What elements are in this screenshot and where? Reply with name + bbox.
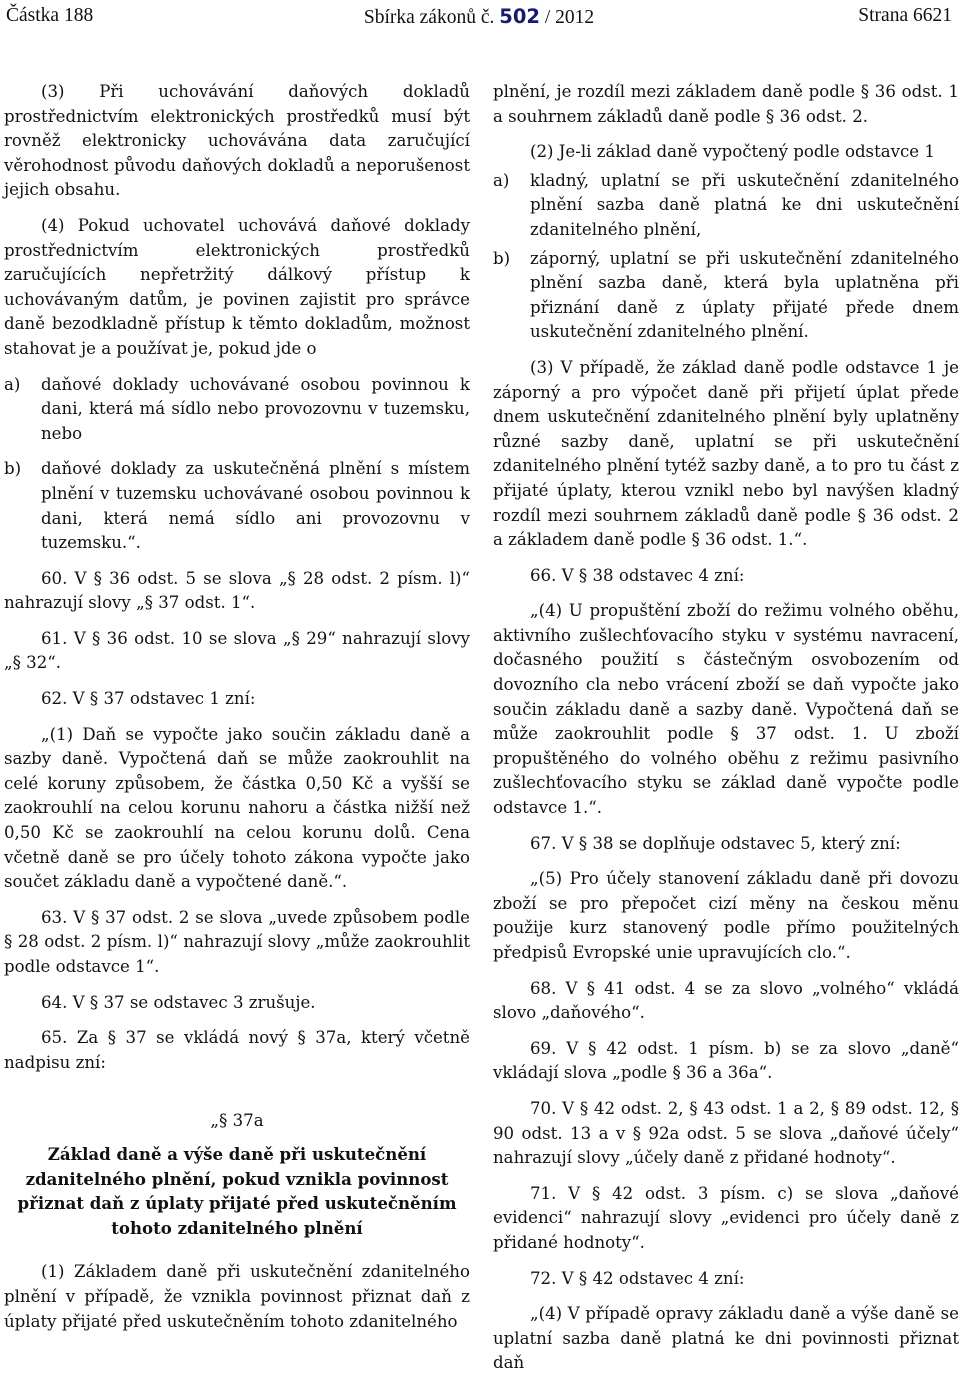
section-sign: „§ 37a	[210, 1111, 264, 1131]
amendment-point: 63. V § 37 odst. 2 se slova „uvede způsobem podle § 28 odst. 2 písm. l)“ nahrazují slovy „může zaokrouhlit podle odstavce 1“.	[4, 907, 470, 976]
list-item-label: a)	[493, 170, 510, 190]
quoted-text: „(4) V případě opravy základu daně a výše daně se uplatní sazba daně platná ke dni povinnosti přiznat daň	[493, 1304, 959, 1373]
header-issue: Částka 188	[6, 5, 94, 26]
paragraph: (3) Při uchovávání daňových dokladů prostřednictvím elektronických prostředků musí být rovněž elektronicky uchovávána data zaručující věrohodnost původu daňových dokladů a neporušenost jejich obsahu.	[4, 82, 470, 200]
list-item-label: b)	[493, 248, 511, 268]
paragraph-continuation: plnění, je rozdíl mezi základem daně podle § 36 odst. 1 a souhrnem základů daně podle § 36 odst. 2.	[493, 82, 959, 126]
amendment-point: 62. V § 37 odstavec 1 zní:	[41, 689, 256, 709]
amendment-point: 70. V § 42 odst. 2, § 43 odst. 1 a 2, § 89 odst. 12, § 90 odst. 13 a v § 92a odst. 5 se slova „daňové účely“ nahrazují slovy „účely daně z přidané hodnoty“.	[493, 1098, 959, 1168]
list-item-text: daňové doklady uchovávané osobou povinnou k dani, která má sídlo nebo provozovnu v tuzemsku, nebo	[41, 374, 470, 443]
quoted-text: „(5) Pro účely stanovení základu daně při dovozu zboží se pro přepočet cizí měny na českou měnu použije kurz stanovený podle přímo použitelných předpisů Evropské unie upravujících clo.“.	[493, 869, 959, 962]
quoted-text: „(4) U propuštění zboží do režimu volného oběhu, aktivního zušlechťovacího styku v systému navracení, dočasného použití s částečným osvobozením od dovozního cla nebo vrácení zboží se daň vypočte jako součin základu daně a sazby daně. Vypočtená daň se může zaokrouhlit podle § 37 odst. 1. U zboží propuštěného do volného oběhu z režimu pasivního zušlechťovacího styku se základ daně vypočte podle odstavce 1.“.	[493, 601, 959, 818]
amendment-point: 67. V § 38 se doplňuje odstavec 5, který zní:	[530, 833, 901, 853]
paragraph: (1) Základem daně při uskutečnění zdanitelného plnění v případě, že vznikla povinnost přiznat daň z úplaty přijaté před uskutečněním tohoto zdanitelného	[4, 1262, 470, 1331]
amendment-point: 66. V § 38 odstavec 4 zní:	[530, 565, 745, 585]
amendment-point: 71. V § 42 odst. 3 písm. c) se slova „daňové evidenci“ nahrazují slovy „evidenci pro účely daně z přidané hodnoty“.	[493, 1183, 959, 1252]
paragraph: (3) V případě, že základ daně podle odstavce 1 je záporný a pro výpočet daně při přijetí úplat přede dnem uskutečnění zdanitelného plnění byly uplatněny různé sazby daně, uplatní se při uskutečnění zdanitelného plnění tytéž sazby daně, a to pro tu část z přijaté úplaty, kterou vznikl nebo byl navýšen kladný rozdíl mezi souhrnem základů daně podle § 36 odst. 2 a základem daně podle § 36 odst. 1.“.	[493, 357, 959, 550]
right-column	[493, 80, 959, 1376]
list-item-text: kladný, uplatní se při uskutečnění zdanitelného plnění sazba daně platná ke dni uskutečnění zdanitelného plnění,	[530, 170, 959, 239]
paragraph: (4) Pokud uchovatel uchovává daňové doklady prostřednictvím elektronických prostředků zaručujících nepřetržitý dálkový přístup k uchovávaným datům, je povinen zajistit pro správce daně bezodkladně přístup k těmto dokladům, možnost stahovat je a používat je, pokud jde o	[4, 215, 470, 358]
list-item-text: záporný, uplatní se při uskutečnění zdanitelného plnění sazba daně, která byla uplatněna při přiznání daně z úplaty přijaté přede dnem uskutečnění zdanitelného plnění.	[530, 248, 959, 342]
list-item	[493, 169, 959, 243]
header-year: / 2012	[544, 7, 595, 28]
header-collection	[6, 5, 952, 29]
amendment-point: 68. V § 41 odst. 4 se za slovo „volného“ vkládá slovo „daňového“.	[493, 978, 959, 1023]
paragraph: (2) Je-li základ daně vypočtený podle odstavce 1	[530, 142, 935, 162]
list-item-text: daňové doklady za uskutečněná plnění s místem plnění v tuzemsku uchovávané osobou povinnou k dani, která nemá sídlo ani provozovnu v tuzemsku.“.	[41, 459, 470, 553]
list-item-label: a)	[4, 374, 21, 394]
amendment-point: 64. V § 37 se odstavec 3 zrušuje.	[41, 992, 316, 1012]
section-heading: Základ daně a výše daně při uskutečnění zdanitelného plnění, pokud vznikla povinnost přiznat daň z úplaty přijaté před uskutečněním tohoto zdanitelného plnění	[17, 1143, 457, 1238]
list-item	[4, 457, 470, 555]
list-item	[4, 373, 470, 447]
header-law-number: 502	[499, 5, 540, 28]
amendment-point: 65. Za § 37 se vkládá nový § 37a, který včetně nadpisu zní:	[4, 1028, 470, 1072]
left-column	[4, 80, 470, 1334]
amendment-point: 69. V § 42 odst. 1 písm. b) se za slovo „daně“ vkládají slova „podle § 36 a 36a“.	[493, 1038, 959, 1083]
amendment-point: 61. V § 36 odst. 10 se slova „§ 29“ nahrazují slovy „§ 32“.	[4, 628, 470, 673]
list-item	[493, 247, 959, 345]
list-item-label: b)	[4, 459, 22, 479]
amendment-point: 60. V § 36 odst. 5 se slova „§ 28 odst. 2 písm. l)“ nahrazují slovy „§ 37 odst. 1“.	[4, 568, 470, 613]
header-page-number: Strana 6621	[858, 5, 952, 26]
page-header	[6, 5, 952, 29]
quoted-text: „(1) Daň se vypočte jako součin základu daně a sazby daně. Vypočtená daň se může zaokrouhlit na celé koruny způsobem, že částka 0,50 Kč a vyšší se zaokrouhlí na celou korunu nahoru a částka nižší než 0,50 Kč se zaokrouhlí na celou korunu dolů. Cena včetně daně se pro účely tohoto zákona vypočte jako součet základu daně a vypočtené daně.“.	[4, 724, 470, 892]
amendment-point: 72. V § 42 odstavec 4 zní:	[530, 1268, 745, 1288]
header-collection-prefix: Sbírka zákonů č.	[363, 7, 495, 28]
